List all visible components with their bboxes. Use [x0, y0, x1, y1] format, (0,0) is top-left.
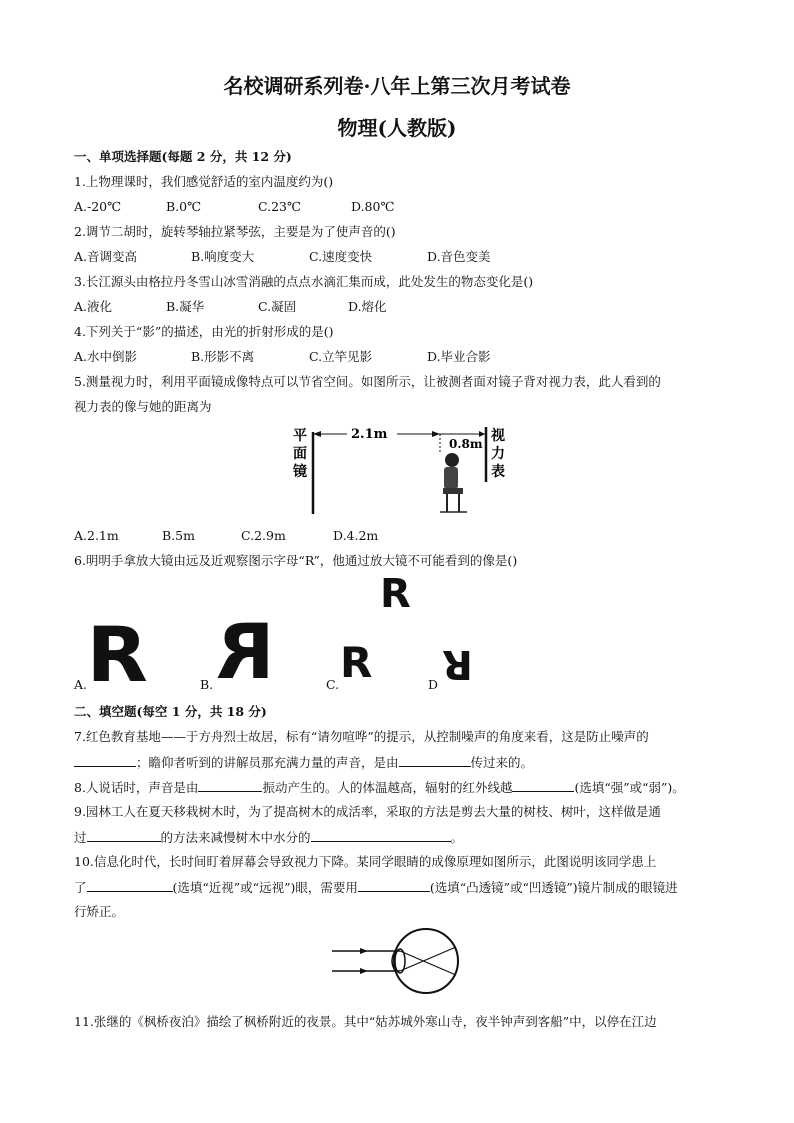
option-c-image: R — [340, 638, 373, 687]
option-d: D.毕业合影 — [427, 349, 491, 364]
option-d: D.音色变美 — [427, 249, 491, 264]
answer-blank[interactable] — [512, 779, 574, 792]
question-10-line3: 行矫正。 — [74, 904, 125, 919]
question-8: 8.人说话时，声音是由 振动产生的。人的体温越高，辐射的红外线越 (选填“强”或“弱”)。 — [74, 780, 685, 795]
question-2-options — [74, 249, 491, 265]
question-11-line1: 11.张继的《枫桥夜泊》描绘了枫桥附近的夜景。其中“姑苏城外寒山寺，夜半钟声到客船”中，以停在江边 — [74, 1014, 657, 1029]
option-b: B.5m — [162, 528, 195, 543]
answer-blank[interactable] — [358, 879, 430, 892]
distance-label-2: 0.8m — [449, 437, 483, 451]
question-10-line1: 10.信息化时代，长时间盯着屏幕会导致视力下降。某同学眼睛的成像原理如图所示，此图说明该同学患上 — [74, 854, 657, 869]
question-7-line2: ；瞻仰者听到的讲解员那充满力量的声音，是由 传过来的。 — [74, 754, 533, 771]
question-9-line1: 9.园林工人在夏天移栽树木时，为了提高树木的成活率，采取的方法是剪去大量的树枝、树叶，这样做是通 — [74, 804, 661, 819]
question-5-line2: 视力表的像与她的距离为 — [74, 399, 212, 414]
eyeball-outline — [394, 929, 458, 993]
option-b-label: B. — [200, 677, 214, 692]
option-a-image: R — [86, 610, 148, 699]
option-d: D.4.2m — [333, 528, 379, 543]
option-c: C.凝固 — [258, 299, 297, 314]
option-d: D.80℃ — [351, 199, 395, 214]
option-a: A.水中倒影 — [74, 349, 138, 364]
option-b: B.0℃ — [166, 199, 202, 214]
question-7-line1: 7.红色教育基地——于方舟烈士故居，标有“请勿喧哗”的提示，从控制噪声的角度来看，这是防止噪声的 — [74, 729, 649, 744]
section1-heading: 一、单项选择题(每题 2 分，共 12 分) — [74, 149, 292, 164]
answer-blank[interactable] — [87, 879, 173, 892]
answer-blank[interactable] — [311, 829, 451, 842]
question-4-options — [74, 349, 491, 365]
question-6: 6.明明手拿放大镜由远及近观察图示字母“R”，他通过放大镜不可能看到的像是() — [74, 553, 518, 568]
distance-label-1: 2.1m — [351, 427, 388, 442]
question-5-options — [74, 528, 378, 544]
option-c-label: C. — [326, 677, 340, 692]
option-a: A.2.1m — [74, 528, 119, 543]
question-5-line1: 5.测量视力时，利用平面镜成像特点可以节省空间。如图所示，让被测者面对镜子背对视力表，此人看到的 — [74, 374, 661, 389]
option-a: A.音调变高 — [74, 249, 138, 264]
svg-text:面: 面 — [293, 446, 307, 462]
svg-text:视: 视 — [491, 428, 505, 444]
mirror-label — [293, 427, 307, 444]
person-icon — [440, 453, 467, 512]
option-c: C.立竿见影 — [309, 349, 373, 364]
section2-heading: 二、填空题(每空 1 分，共 18 分) — [74, 704, 267, 719]
option-b: B.凝华 — [166, 299, 205, 314]
option-c: C.23℃ — [258, 199, 301, 214]
svg-text:表: 表 — [491, 464, 505, 480]
eye-diagram — [330, 928, 470, 998]
answer-blank[interactable] — [87, 829, 161, 842]
exam-subtitle: 物理(人教版) — [337, 116, 457, 140]
option-d-label: D — [428, 677, 439, 692]
option-c: C.速度变快 — [309, 249, 373, 264]
option-a-label: A. — [74, 677, 88, 692]
option-c: C.2.9m — [241, 528, 286, 543]
option-a: A.液化 — [74, 299, 113, 314]
question-4: 4.下列关于“影”的描述，由光的折射形成的是() — [74, 324, 334, 339]
svg-text:镜: 镜 — [293, 464, 307, 480]
option-d-image: R — [442, 641, 473, 687]
answer-blank[interactable] — [74, 754, 136, 767]
original-letter-r: R — [380, 571, 411, 617]
answer-blank[interactable] — [198, 779, 262, 792]
question-1: 1.上物理课时，我们感觉舒适的室内温度约为() — [74, 174, 334, 189]
answer-blank[interactable] — [399, 754, 471, 767]
option-d: D.熔化 — [348, 299, 387, 314]
question-1-options — [74, 199, 394, 215]
svg-text:力: 力 — [491, 446, 505, 462]
mirror-eye-chart-figure — [285, 422, 515, 522]
question-3-options — [74, 299, 387, 315]
question-9-line2: 过 的方法来减慢树木中水分的 。 — [74, 830, 464, 845]
option-b-image: R — [216, 607, 275, 696]
mirror-label-text: 平 — [293, 428, 307, 444]
question-10-line2: 了 (选填“近视”或“远视”)眼，需要用 (选填“凸透镜”或“凹透镜”)镜片制成的眼镜进 — [74, 880, 678, 895]
option-b: B.响度变大 — [191, 249, 255, 264]
question-3: 3.长江源头由格拉丹冬雪山冰雪消融的点点水滴汇集而成，此处发生的物态变化是() — [74, 274, 534, 289]
exam-title: 名校调研系列卷·八年上第三次月考试卷 — [223, 74, 571, 98]
option-b: B.形影不离 — [191, 349, 255, 364]
question-2: 2.调节二胡时，旋转琴轴拉紧琴弦，主要是为了使声音的() — [74, 224, 396, 239]
option-a: A.-20℃ — [74, 199, 122, 214]
